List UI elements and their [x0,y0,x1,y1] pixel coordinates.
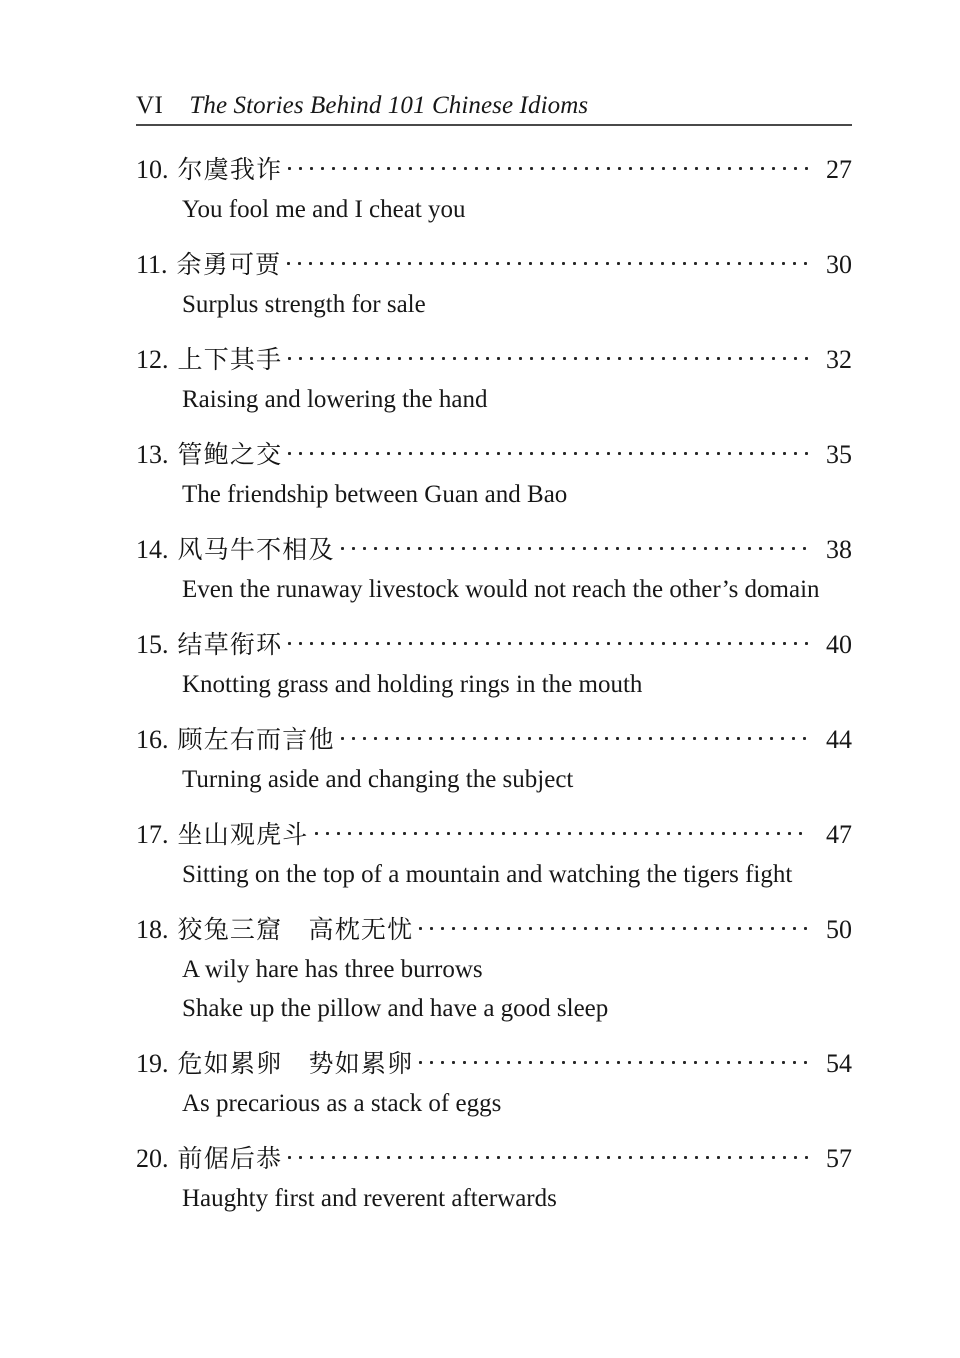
dot-leader [288,342,809,368]
toc-entry-head [136,152,852,183]
dot-leader [287,247,809,273]
toc-entry-gloss-english: Knotting grass and holding rings in the mouth [182,671,643,698]
table-of-contents [136,152,852,1218]
toc-entry-head [136,817,852,848]
toc-entry-head [136,1046,852,1077]
toc-entry-gloss-group [182,760,842,799]
dot-leader [288,1141,809,1167]
toc-entry[interactable] [136,247,852,324]
toc-entry[interactable] [136,627,852,704]
toc-entry-number: 14. [136,535,169,564]
toc-entry-number: 18. [136,915,169,944]
toc-entry[interactable] [136,437,852,514]
toc-entry-gloss-group [182,855,842,894]
toc-entry-page-number: 27 [826,155,852,184]
toc-entry-title-chinese: 管鲍之交 [177,440,283,469]
toc-entry-gloss-group [182,665,842,704]
toc-entry-page-number: 54 [826,1049,852,1078]
dot-leader [419,912,809,938]
toc-entry-title-chinese: 狡兔三窟 高枕无忧 [177,915,414,944]
toc-entry-number: 16. [136,725,169,754]
toc-entry-head [136,437,852,468]
toc-entry-number: 10. [136,155,169,184]
toc-entry-number: 17. [136,820,169,849]
toc-entry-gloss-group [182,1179,842,1218]
dot-leader [288,627,809,653]
toc-entry-title-chinese: 风马牛不相及 [177,535,335,564]
toc-entry-head [136,247,852,278]
toc-entry[interactable] [136,1046,852,1123]
toc-entry[interactable] [136,1141,852,1218]
toc-entry-page-number: 57 [826,1144,852,1173]
toc-entry-gloss-english: A wily hare has three burrows [182,956,483,983]
toc-entry-number: 13. [136,440,169,469]
toc-entry-title-chinese: 上下其手 [177,345,283,374]
toc-entry-number: 12. [136,345,169,374]
toc-entry[interactable] [136,152,852,229]
toc-entry-gloss-group [182,475,842,514]
toc-entry-gloss-english: Shake up the pillow and have a good sleep [182,995,609,1022]
toc-entry-page-number: 40 [826,630,852,659]
toc-entry[interactable] [136,817,852,894]
dot-leader [341,532,809,558]
toc-entry-title-chinese: 前倨后恭 [177,1144,283,1173]
toc-entry-page-number: 30 [826,250,852,279]
toc-entry[interactable] [136,912,852,1028]
dot-leader [288,437,809,463]
toc-entry-page-number: 38 [826,535,852,564]
toc-entry-gloss-english: You fool me and I cheat you [182,196,466,223]
toc-entry-gloss-group [182,1084,842,1123]
toc-entry-gloss-english: Raising and lowering the hand [182,386,488,413]
toc-entry[interactable] [136,532,852,609]
toc-entry-gloss-group [182,950,842,1028]
dot-leader [288,152,809,178]
dot-leader [315,817,809,843]
toc-entry-title-chinese: 危如累卵 势如累卵 [177,1049,414,1078]
toc-entry-number: 20. [136,1144,169,1173]
running-head [136,92,852,126]
toc-entry-title-chinese: 尔虞我诈 [177,155,283,184]
toc-entry[interactable] [136,722,852,799]
toc-entry-page-number: 50 [826,915,852,944]
toc-entry-title-chinese: 结草衔环 [177,630,283,659]
toc-entry-gloss-group [182,285,842,324]
toc-entry-number: 15. [136,630,169,659]
toc-entry-head [136,912,852,943]
toc-entry[interactable] [136,342,852,419]
book-title: The Stories Behind 101 Chinese Idioms [189,92,589,119]
toc-entry-number: 19. [136,1049,169,1078]
toc-entry-gloss-english: Sitting on the top of a mountain and watching the tigers fight [182,861,793,888]
toc-entry-head [136,532,852,563]
dot-leader [341,722,809,748]
toc-entry-title-chinese: 余勇可贾 [176,250,282,279]
toc-entry-page-number: 47 [826,820,852,849]
toc-entry-head [136,342,852,373]
toc-entry-title-chinese: 顾左右而言他 [177,725,335,754]
header-divider [136,124,852,126]
toc-entry-gloss-english: Even the runaway livestock would not reach the other’s domain [182,576,820,603]
toc-entry-gloss-group [182,570,842,609]
toc-entry-page-number: 32 [826,345,852,374]
toc-entry-gloss-group [182,190,842,229]
toc-entry-page-number: 44 [826,725,852,754]
dot-leader [419,1046,809,1072]
toc-entry-gloss-english: The friendship between Guan and Bao [182,481,568,508]
folio-number: VI [136,92,164,119]
toc-entry-gloss-english: As precarious as a stack of eggs [182,1090,502,1117]
toc-entry-gloss-english: Turning aside and changing the subject [182,766,574,793]
toc-entry-head [136,627,852,658]
toc-entry-gloss-english: Haughty first and reverent afterwards [182,1185,557,1212]
toc-entry-page-number: 35 [826,440,852,469]
toc-entry-head [136,1141,852,1172]
toc-entry-number: 11. [136,250,168,279]
toc-entry-gloss-group [182,380,842,419]
toc-entry-title-chinese: 坐山观虎斗 [177,820,309,849]
toc-entry-gloss-english: Surplus strength for sale [182,291,426,318]
toc-entry-head [136,722,852,753]
